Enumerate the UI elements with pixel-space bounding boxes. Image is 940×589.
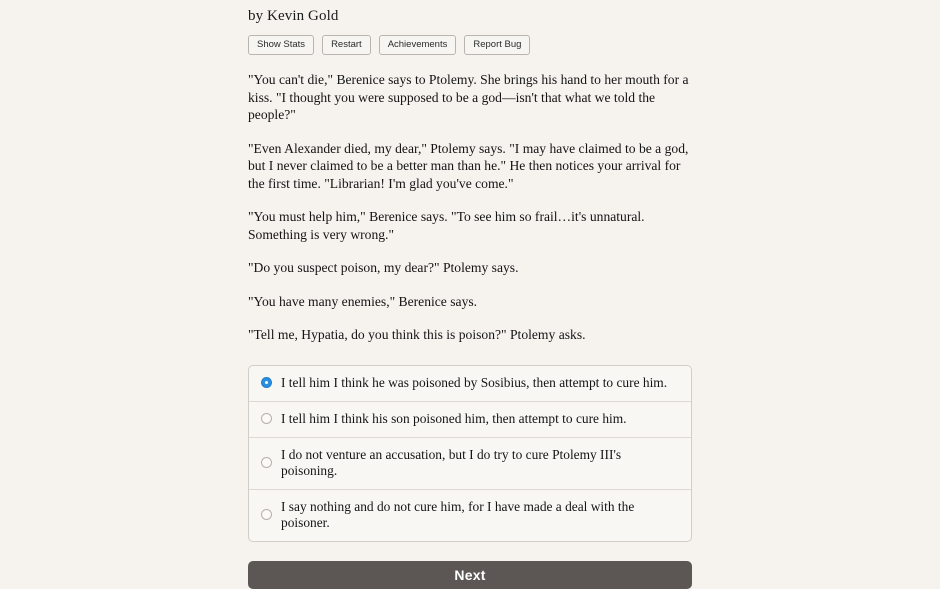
author-byline: by Kevin Gold: [248, 8, 339, 24]
radio-icon[interactable]: [261, 509, 272, 520]
radio-icon-selected[interactable]: [261, 377, 272, 388]
game-content: [248, 0, 692, 589]
report-bug-button[interactable]: Report Bug: [464, 35, 530, 55]
choice-label: I say nothing and do not cure him, for I have made a deal with the poisoner.: [281, 498, 635, 530]
choice-label: I tell him I think his son poisoned him, then attempt to cure him.: [281, 410, 627, 426]
story-paragraph: "You can't die," Berenice says to Ptolemy. She brings his hand to her mouth for a kiss. "I thought you were supposed to be a god—isn't that what we told the people?": [248, 72, 689, 122]
story-paragraph: "Even Alexander died, my dear," Ptolemy says. "I may have claimed to be a god, but I never claimed to be a better man than he." He then notices your arrival for the first time. "Librarian! I'm glad you've come.": [248, 140, 689, 191]
next-button[interactable]: Next: [248, 561, 692, 589]
choice-label: I tell him I think he was poisoned by Sosibius, then attempt to cure him.: [281, 374, 668, 390]
choice-option-4[interactable]: [249, 490, 691, 541]
radio-icon[interactable]: [261, 413, 272, 424]
choice-list: [248, 365, 692, 542]
choice-option-3[interactable]: [249, 438, 691, 490]
story-paragraph: "You must help him," Berenice says. "To see him so frail…it's unnatural. Something is very wrong.": [248, 209, 645, 242]
choice-option-1[interactable]: [249, 366, 691, 402]
achievements-button[interactable]: Achievements: [379, 35, 457, 55]
story-paragraph: "Tell me, Hypatia, do you think this is poison?" Ptolemy asks.: [248, 327, 586, 342]
radio-icon[interactable]: [261, 457, 272, 468]
story-paragraph: "You have many enemies," Berenice says.: [248, 293, 478, 309]
choice-option-2[interactable]: [249, 402, 691, 438]
game-toolbar: [248, 35, 692, 55]
story-text: [248, 71, 692, 344]
show-stats-button[interactable]: Show Stats: [248, 35, 314, 55]
restart-button[interactable]: Restart: [322, 35, 371, 55]
choice-label: I do not venture an accusation, but I do try to cure Ptolemy III's poisoning.: [281, 446, 622, 478]
story-paragraph: "Do you suspect poison, my dear?" Ptolemy says.: [248, 260, 519, 275]
